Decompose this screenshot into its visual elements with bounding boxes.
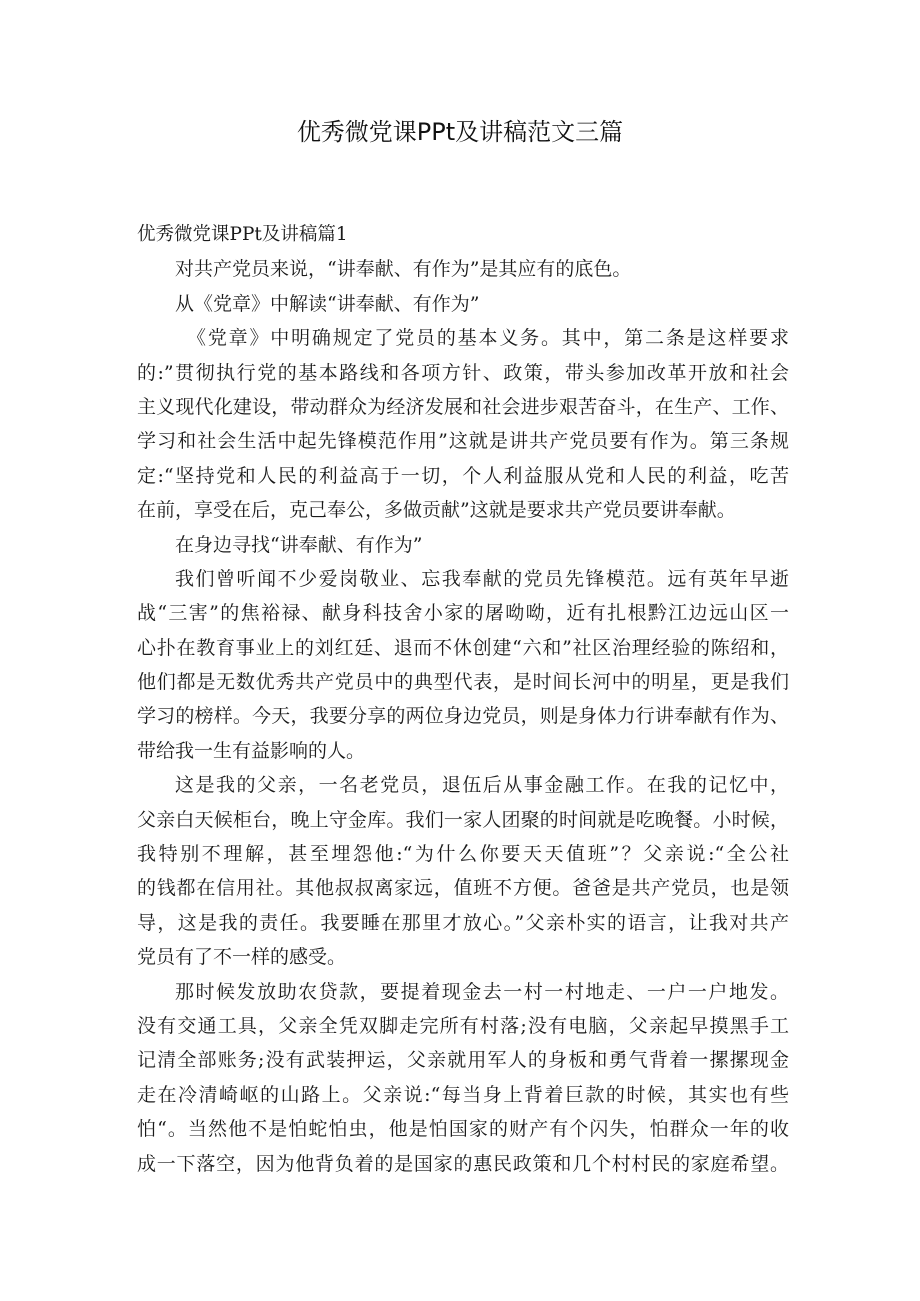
paragraph-line: 《党章》中明确规定了党员的基本义务。其中，第二条是这样要求: [187, 327, 789, 350]
paragraph-line: 记清全部账务;没有武装押运，父亲就用军人的身板和勇气背着一摞摞现金: [137, 1049, 789, 1072]
paragraph-line: 对共产党员来说，“讲奉献、有作为”是其应有的底色。: [175, 258, 632, 281]
paragraph-line: 学习的榜样。今天，我要分享的两位身边党员，则是身体力行讲奉献有作为、: [137, 705, 789, 728]
paragraph-line: 父亲白天候柜台，晚上守金库。我们一家人团聚的时间就是吃晚餐。小时候，: [137, 808, 789, 831]
paragraph-line: 心扑在教育事业上的刘红廷、退而不休创建“六和”社区治理经验的陈绍和，: [137, 636, 789, 659]
paragraph-line: 成一下落空，因为他背负着的是国家的惠民政策和几个村村民的家庭希望。: [137, 1152, 789, 1175]
paragraph-line: 走在冷清崎岖的山路上。父亲说:“每当身上背着巨款的时候，其实也有些: [137, 1083, 789, 1106]
paragraph-line: 的:”贯彻执行党的基本路线和各项方针、政策，带头参加改革开放和社会: [137, 361, 789, 384]
paragraph-line: 导，这是我的责任。我要睡在那里才放心。”父亲朴实的语言，让我对共产: [137, 911, 789, 934]
subheading-line: 在身边寻找“讲奉献、有作为”: [175, 533, 423, 556]
paragraph-line: 定:“坚持党和人民的利益高于一切，个人利益服从党和人民的利益，吃苦: [137, 464, 789, 487]
paragraph-line: 那时候发放助农贷款，要提着现金去一村一村地走、一户一户地发。: [175, 980, 789, 1003]
paragraph-line: 战“三害”的焦裕禄、献身科技舍小家的屠呦呦，近有扎根黔江边远山区一: [137, 602, 789, 625]
document-body: [137, 218, 789, 1181]
paragraph-line: 他们都是无数优秀共产党员中的典型代表，是时间长河中的明星，更是我们: [137, 671, 789, 694]
paragraph-line: 没有交通工具，父亲全凭双脚走完所有村落;没有电脑，父亲起早摸黑手工: [137, 1014, 789, 1037]
paragraph-line: 学习和社会生活中起先锋模范作用”这就是讲共产党员要有作为。第三条规: [137, 430, 789, 453]
subheading-line: 从《党章》中解读“讲奉献、有作为”: [175, 292, 480, 315]
document-title: 优秀微党课PPt及讲稿范文三篇: [296, 118, 624, 146]
paragraph-line: 主义现代化建设，带动群众为经济发展和社会进步艰苦奋斗，在生产、工作、: [137, 395, 789, 418]
paragraph-line: 我们曾听闻不少爱岗敬业、忘我奉献的党员先锋模范。远有英年早逝: [175, 567, 789, 590]
paragraph-line: 我特别不理解，甚至埋怨他:“为什么你要天天值班”？父亲说:“全公社: [137, 843, 789, 866]
paragraph-line: 的钱都在信用社。其他叔叔离家远，值班不方便。爸爸是共产党员，也是领: [137, 877, 789, 900]
section-heading: 优秀微党课PPt及讲稿篇1: [137, 224, 348, 245]
paragraph-line: 怕“。当然他不是怕蛇怕虫，他是怕国家的财产有个闪失，怕群众一年的收: [137, 1118, 789, 1141]
paragraph-line: 党员有了不一样的感受。: [137, 946, 347, 969]
paragraph-line: 带给我一生有益影响的人。: [137, 739, 366, 762]
paragraph-line: 在前，享受在后，克己奉公，多做贡献”这就是要求共产党员要讲奉献。: [137, 499, 736, 522]
paragraph-line: 这是我的父亲，一名老党员，退伍后从事金融工作。在我的记忆中，: [175, 774, 789, 797]
